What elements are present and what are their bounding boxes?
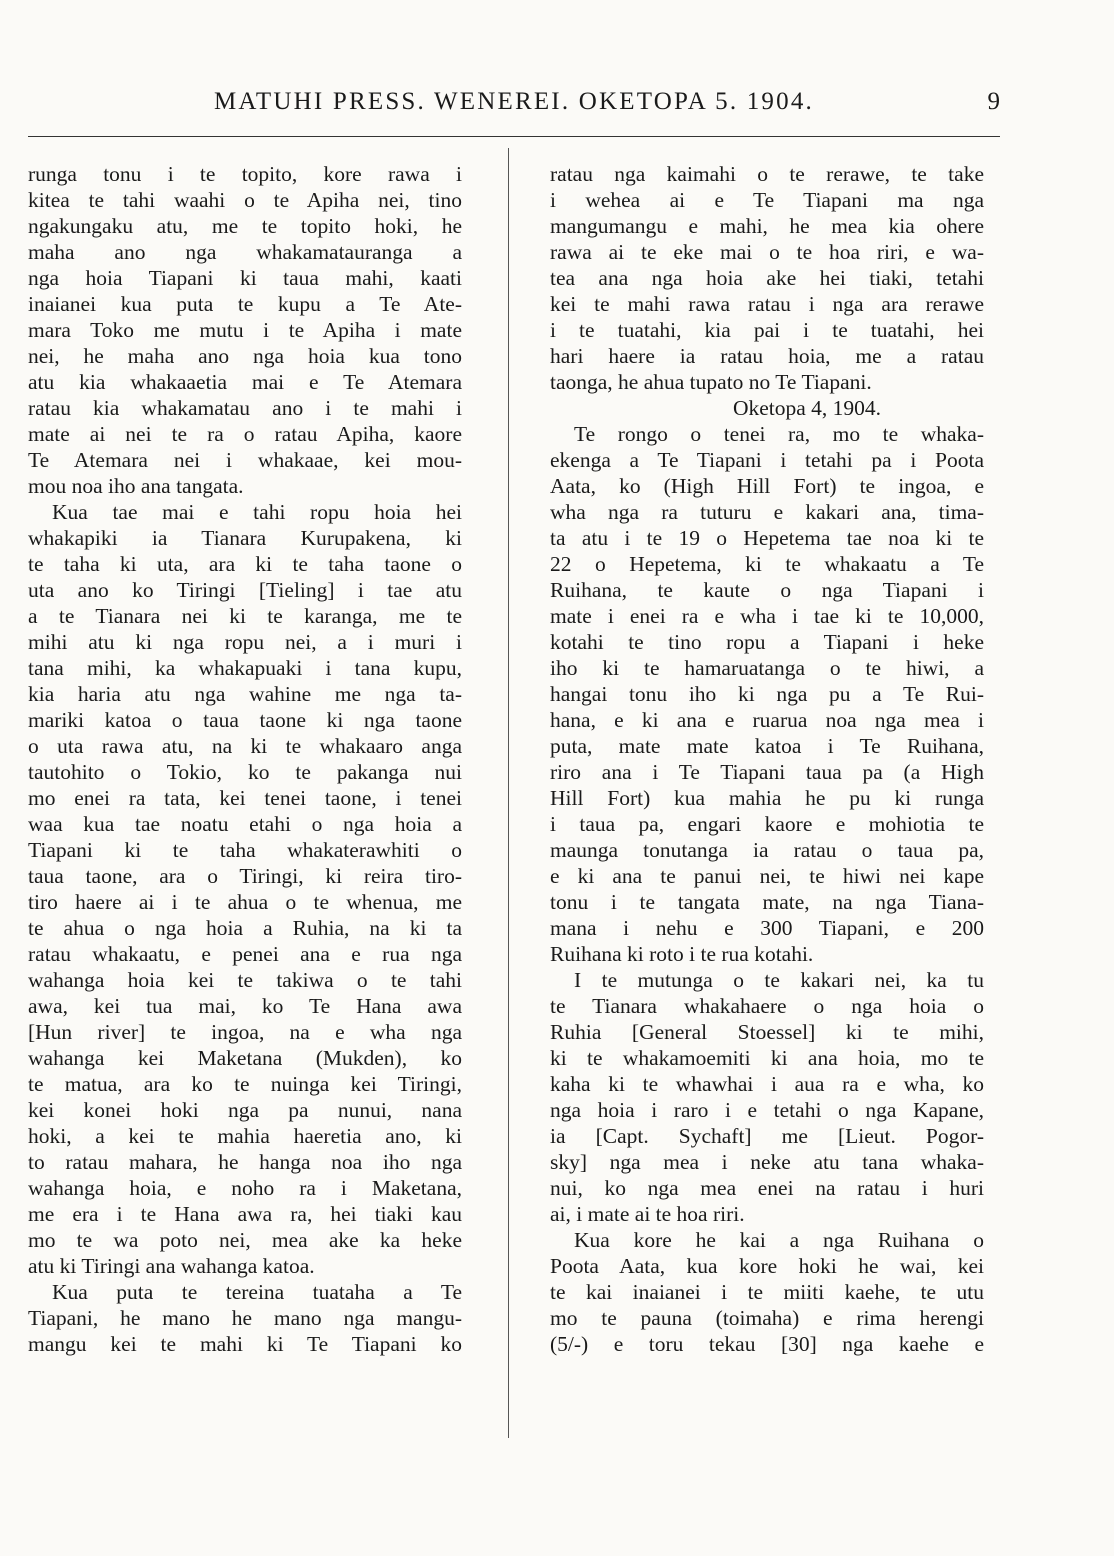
column-divider (508, 148, 509, 1438)
text-line: mou noa iho ana tangata. (28, 474, 244, 498)
text-line: kia haria atu nga wahine me nga ta- (28, 682, 462, 706)
text-line: awa, kei tua mai, ko Te Hana awa (28, 994, 462, 1018)
text-line: wahanga hoia, e noho ra i Maketana, (28, 1176, 462, 1200)
text-line: atu ki Tiringi ana wahanga katoa. (28, 1254, 315, 1278)
text-line: Ruihana, te kaute o nga Tiapani i (550, 578, 984, 602)
text-line: Aata, ko (High Hill Fort) te ingoa, e (550, 474, 984, 498)
text-line: mangu kei te mahi ki Te Tiapani ko (28, 1332, 462, 1356)
text-line: ratau nga kaimahi o te rerawe, te take (550, 162, 984, 186)
text-line: kaha ki te whawhai i aua ra e wha, ko (550, 1072, 984, 1096)
text-line: Ruihana ki roto i te rua kotahi. (550, 942, 814, 966)
text-line: uta ano ko Tiringi [Tieling] i tae atu (28, 578, 462, 602)
text-line: mana i nehu e 300 Tiapani, e 200 (550, 916, 984, 940)
text-line: mo te wa poto nei, mea ake ka heke (28, 1228, 462, 1252)
text-line: te Tianara whakahaere o nga hoia o (550, 994, 984, 1018)
text-line: te ahua o nga hoia a Ruhia, na ki ta (28, 916, 462, 940)
text-line: puta, mate mate katoa i Te Ruihana, (550, 734, 984, 758)
text-line: Kua kore he kai a nga Ruihana o (574, 1228, 984, 1252)
text-line: Oketopa 4, 1904. (732, 396, 882, 420)
text-line: Kua tae mai e tahi ropu hoia hei (52, 500, 462, 524)
text-line: Te Atemara nei i whakaae, kei mou- (28, 448, 462, 472)
text-line: inaianei kua puta te kupu a Te Ate- (28, 292, 462, 316)
text-line: te kai inaianei i te miiti kaehe, te utu (550, 1280, 984, 1304)
text-line: me era i te Hana awa ra, hei tiaki kau (28, 1202, 462, 1226)
text-line: tonu i te tangata mate, na nga Tiana- (550, 890, 984, 914)
text-line: sky] nga mea i neke atu tana whaka- (550, 1150, 984, 1174)
text-line: wha nga ra tuturu e kakari ana, tima- (550, 500, 984, 524)
text-line: mara Toko me mutu i te Apiha i mate (28, 318, 462, 342)
right-column (550, 161, 984, 1357)
header-title: MATUHI PRESS. WENEREI. OKETOPA 5. 1904. (214, 88, 814, 115)
text-line: nga hoia Tiapani ki taua mahi, kaati (28, 266, 462, 290)
text-line: taonga, he ahua tupato no Te Tiapani. (550, 370, 872, 394)
text-line: I te mutunga o te kakari nei, ka tu (574, 968, 984, 992)
text-line: wahanga kei Maketana (Mukden), ko (28, 1046, 462, 1070)
text-line: ngakungaku atu, me te topito hoki, he (28, 214, 462, 238)
text-line: te taha ki uta, ara ki te taha taone o (28, 552, 462, 576)
text-line: riro ana i Te Tiapani taua pa (a High (550, 760, 984, 784)
text-line: a te Tianara nei ki te karanga, me te (28, 604, 462, 628)
text-line: kotahi te tino ropu a Tiapani i heke (550, 630, 984, 654)
text-line: wahanga hoia kei te takiwa o te tahi (28, 968, 462, 992)
text-line: Ruhia [General Stoessel] ki te mihi, (550, 1020, 984, 1044)
left-column (28, 161, 462, 1357)
text-line: i taua pa, engari kaore e mohiotia te (550, 812, 984, 836)
text-line: maunga tonutanga ia ratau o taua pa, (550, 838, 984, 862)
text-line: ki te whakamoemiti ki ana hoia, mo te (550, 1046, 984, 1070)
text-line: mo te pauna (toimaha) e rima herengi (550, 1306, 984, 1330)
text-line: mo enei ra tata, kei tenei taone, i tenei (28, 786, 462, 810)
text-line: ai, i mate ai te hoa riri. (550, 1202, 745, 1226)
page-number: 9 (987, 88, 1000, 115)
text-line: tiro haere ai i te ahua o te whenua, me (28, 890, 462, 914)
text-line: kei konei hoki nga pa nunui, nana (28, 1098, 462, 1122)
text-line: Hill Fort) kua mahia he pu ki runga (550, 786, 984, 810)
text-line: taua taone, ara o Tiringi, ki reira tiro- (28, 864, 462, 888)
text-line: ta atu i te 19 o Hepetema tae noa ki te (550, 526, 984, 550)
text-line: runga tonu i te topito, kore rawa i (28, 162, 462, 186)
text-line: tea ana nga hoia ake hei tiaki, tetahi (550, 266, 984, 290)
text-line: hari haere ia ratau hoia, me a ratau (550, 344, 984, 368)
text-line: to ratau mahara, he hanga noa iho nga (28, 1150, 462, 1174)
text-line: Kua puta te tereina tuataha a Te (52, 1280, 462, 1304)
text-line: Te rongo o tenei ra, mo te whaka- (574, 422, 984, 446)
header-rule (28, 136, 1000, 137)
text-line: ratau whakaatu, e penei ana e rua nga (28, 942, 462, 966)
text-line: hana, e ki ana e ruarua noa nga mea i (550, 708, 984, 732)
text-line: nga hoia i raro i e tetahi o nga Kapane, (550, 1098, 984, 1122)
text-line: e ki ana te panui nei, te hiwi nei kape (550, 864, 984, 888)
text-line: mate ai nei te ra o ratau Apiha, kaore (28, 422, 462, 446)
text-line: rawa ai te eke mai o te hoa riri, e wa- (550, 240, 984, 264)
text-line: o uta rawa atu, na ki te whakaaro anga (28, 734, 462, 758)
text-line: ekenga a Te Tiapani i tetahi pa i Poota (550, 448, 984, 472)
text-line: 22 o Hepetema, ki te whakaatu a Te (550, 552, 984, 576)
text-line: mihi atu ki nga ropu nei, a i muri i (28, 630, 462, 654)
text-line: whakapiki ia Tianara Kurupakena, ki (28, 526, 462, 550)
text-line: hoki, a kei te mahia haeretia ano, ki (28, 1124, 462, 1148)
text-line: Tiapani, he mano he mano nga mangu- (28, 1306, 462, 1330)
text-line: nui, ko nga mea enei na ratau i huri (550, 1176, 984, 1200)
page-header (28, 88, 1000, 128)
text-line: waa kua tae noatu etahi o nga hoia a (28, 812, 462, 836)
text-line: tana mihi, ka whakapuaki i tana kupu, (28, 656, 462, 680)
text-line: Poota Aata, kua kore hoki he wai, kei (550, 1254, 984, 1278)
text-line: maha ano nga whakamatauranga a (28, 240, 462, 264)
text-line: i te tuatahi, kia pai i te tuatahi, hei (550, 318, 984, 342)
text-line: mariki katoa o taua taone ki nga taone (28, 708, 462, 732)
text-line: mate i enei ra e wha i tae ki te 10,000, (550, 604, 984, 628)
text-line: [Hun river] te ingoa, na e wha nga (28, 1020, 462, 1044)
text-line: ratau kia whakamatau ano i te mahi i (28, 396, 462, 420)
text-line: ia [Capt. Sychaft] me [Lieut. Pogor- (550, 1124, 984, 1148)
text-line: Tiapani ki te taha whakaterawhiti o (28, 838, 462, 862)
text-line: atu kia whakaaetia mai e Te Atemara (28, 370, 462, 394)
text-line: kei te mahi rawa ratau i nga ara rerawe (550, 292, 984, 316)
text-line: iho ki te hamaruatanga o te hiwi, a (550, 656, 984, 680)
text-line: (5/-) e toru tekau [30] nga kaehe e (550, 1332, 984, 1356)
text-line: te matua, ara ko te nuinga kei Tiringi, (28, 1072, 462, 1096)
text-line: nei, he maha ano nga hoia kua tono (28, 344, 462, 368)
text-line: hangai tonu iho ki nga pu a Te Rui- (550, 682, 984, 706)
text-line: mangumangu e mahi, he mea kia ohere (550, 214, 984, 238)
text-line: tautohito o Tokio, ko te pakanga nui (28, 760, 462, 784)
text-line: kitea te tahi waahi o te Apiha nei, tino (28, 188, 462, 212)
text-line: i wehea ai e Te Tiapani ma nga (550, 188, 984, 212)
